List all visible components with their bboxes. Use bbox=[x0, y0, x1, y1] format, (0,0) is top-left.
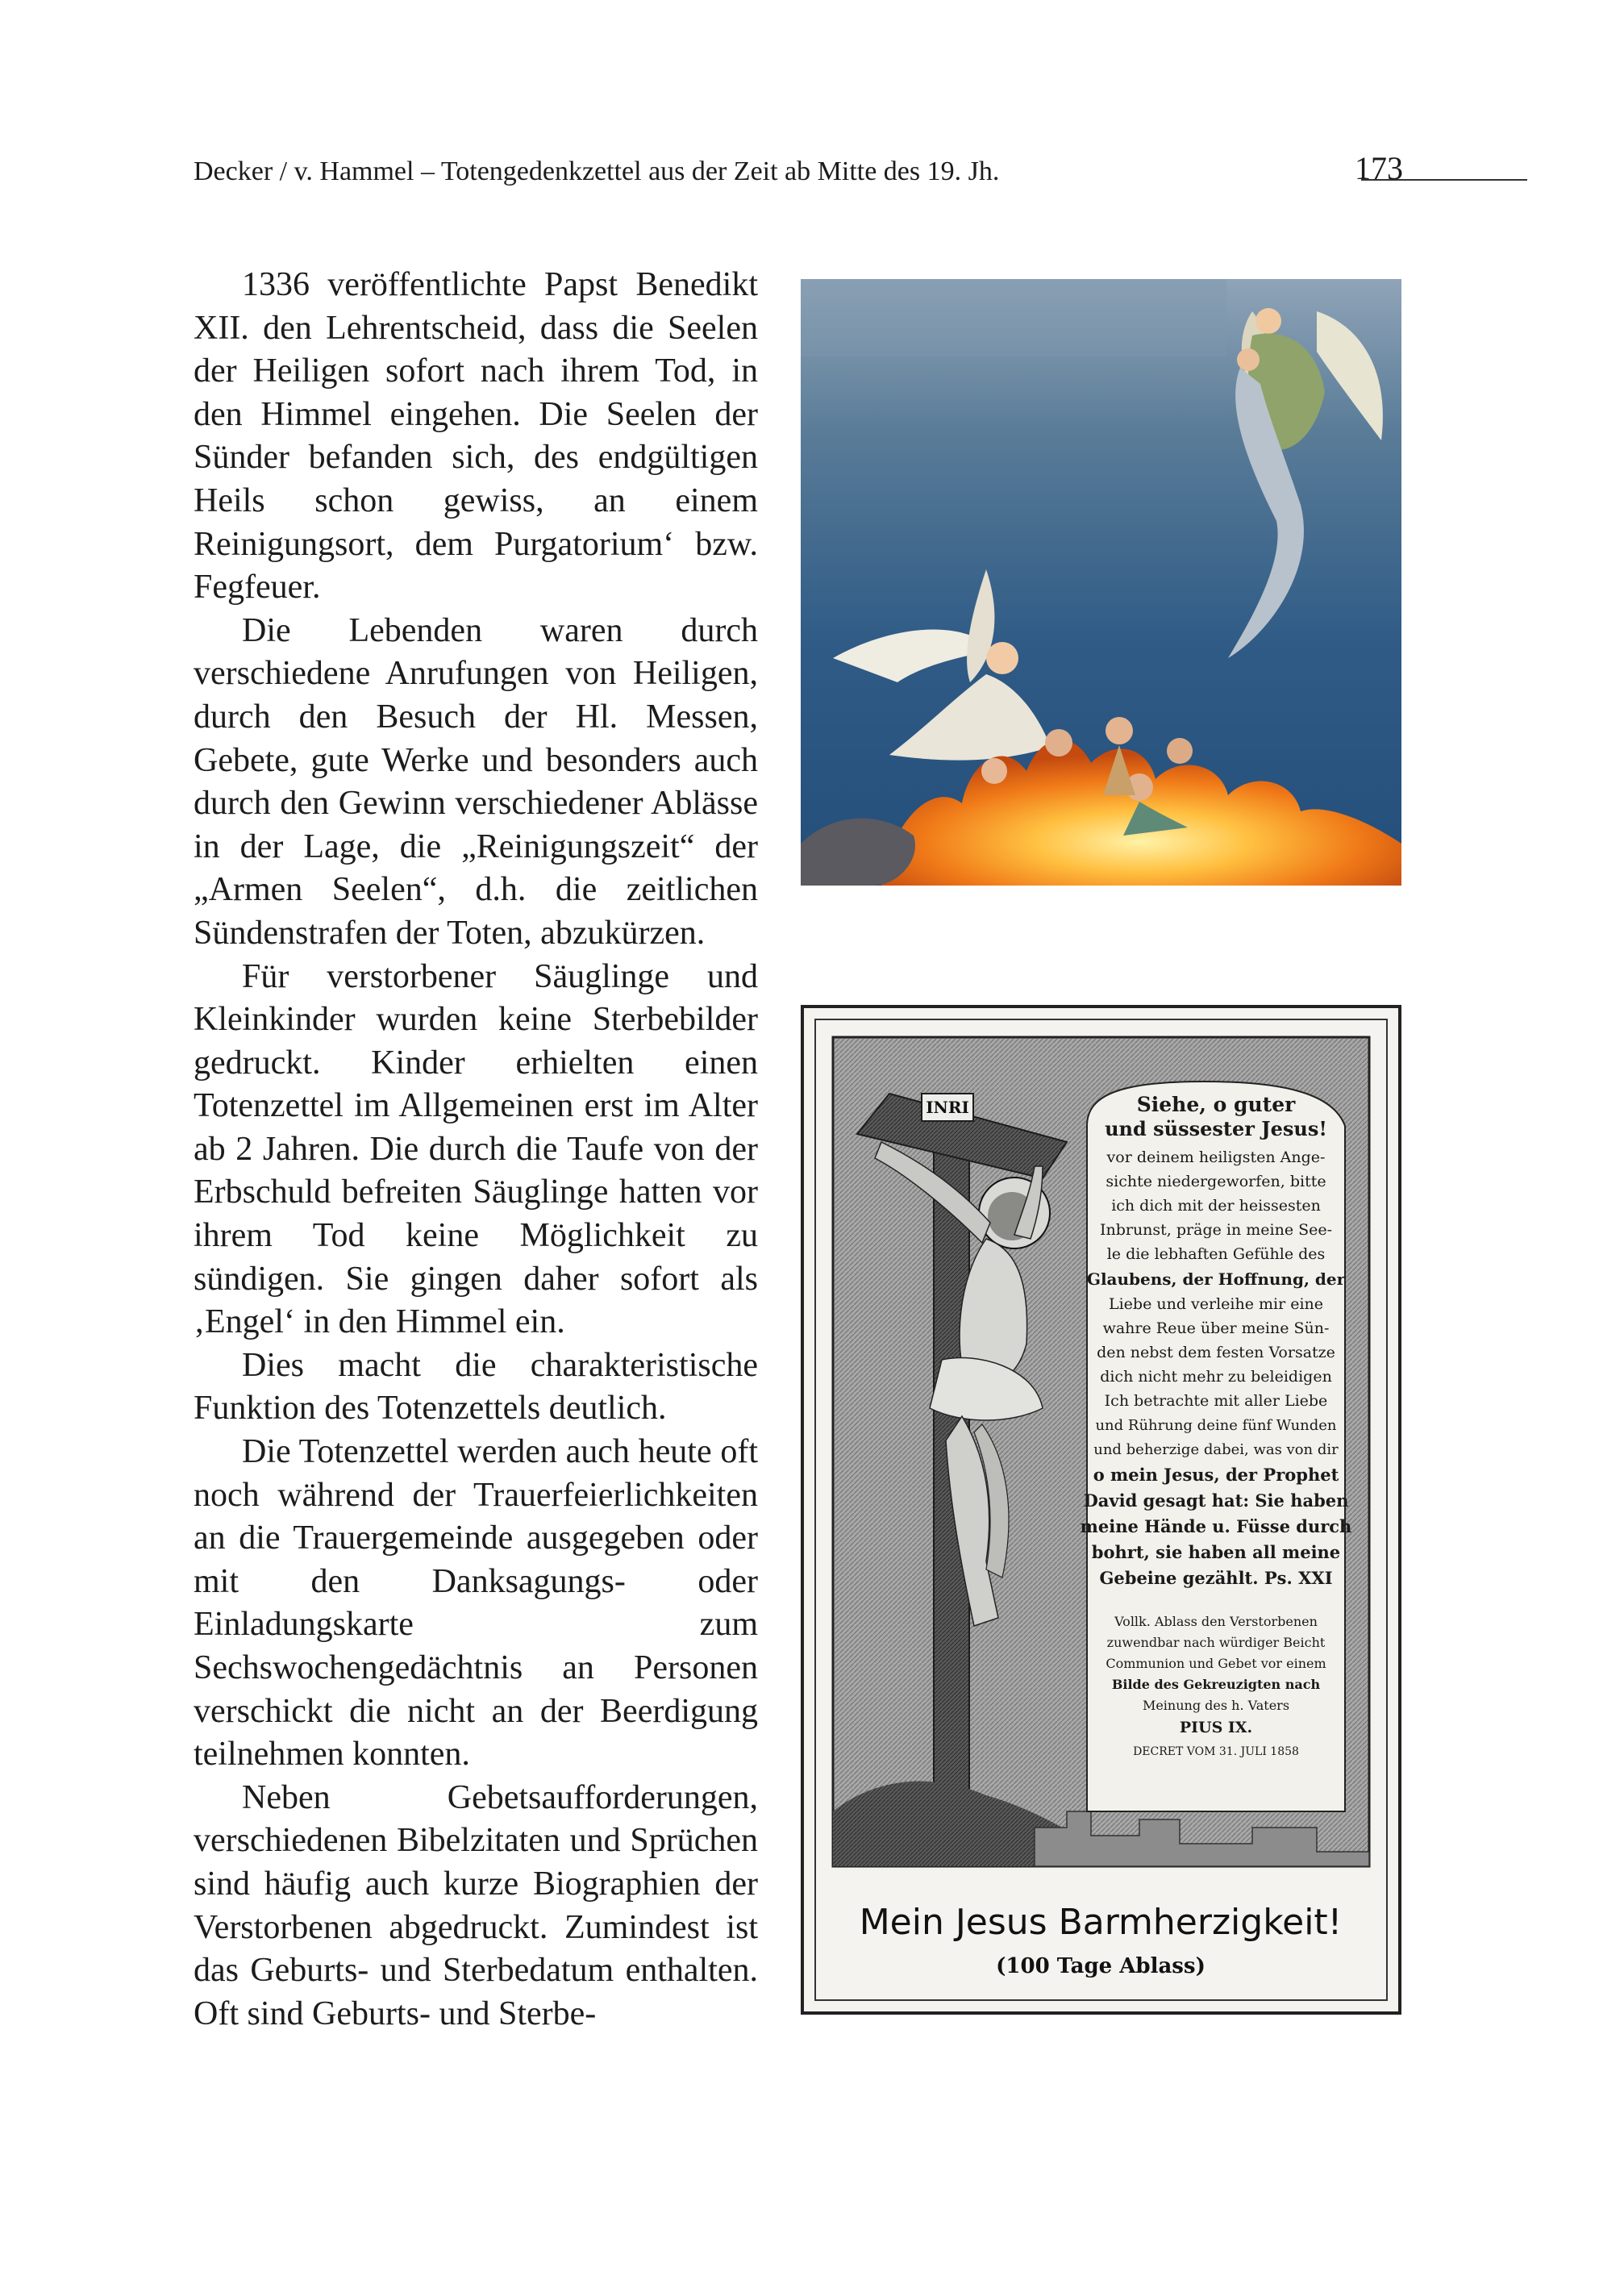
inri-plaque: INRI bbox=[926, 1098, 969, 1117]
prayer-line: Siehe, o guter bbox=[1136, 1093, 1296, 1116]
indulgence-line: DECRET VOM 31. JULI 1858 bbox=[1133, 1745, 1299, 1758]
prayer-line: bohrt, sie haben all meine bbox=[1091, 1542, 1341, 1562]
prayer-line: sichte niedergeworfen, bitte bbox=[1106, 1173, 1326, 1190]
prayer-line: o mein Jesus, der Prophet bbox=[1093, 1465, 1339, 1485]
prayer-line: meine Hände u. Füsse durch bbox=[1080, 1516, 1352, 1536]
paragraph-5: Die Totenzettel werden auch heute oft noch während der Trauerfeierlichkeiten an die Trauergemeinde ausgegeben oder mit den Danksagungs- oder Einladungskarte zum Sechswochengedächtnis an Personen verschickt die nicht an der Beerdigung teilnehmen konnten. bbox=[194, 1433, 758, 1774]
paragraph-2: Die Lebenden waren durch verschiedene Anrufungen von Heiligen, durch den Besuch der Hl. Messen, Gebete, gute Werke und besonders auch durch den Gewinn verschiedener Ablässe in der Lage, die „Reinigungszeit“ der „Armen Seelen“, d.h. die zeitlichen Sündenstrafen der Toten, abzukürzen. bbox=[194, 611, 758, 952]
prayer-line: und süssester Jesus! bbox=[1105, 1117, 1327, 1140]
prayer-line: ich dich mit der heissesten bbox=[1111, 1197, 1321, 1215]
prayer-line: dich nicht mehr zu beleidigen bbox=[1100, 1368, 1332, 1386]
page-number: 173 bbox=[1355, 150, 1403, 186]
prayer-line: und beherzige dabei, was von dir bbox=[1093, 1441, 1339, 1458]
prayer-line: Gebeine gezählt. Ps. XXI bbox=[1099, 1568, 1333, 1588]
indulgence-line: Communion und Gebet vor einem bbox=[1106, 1656, 1326, 1671]
indulgence-line: zuwendbar nach würdiger Beicht bbox=[1106, 1635, 1326, 1650]
prayer-line: und Rührung deine fünf Wunden bbox=[1095, 1417, 1337, 1434]
indulgence-line: Vollk. Ablass den Verstorbenen bbox=[1114, 1614, 1318, 1629]
prayer-line: vor deinem heiligsten Ange- bbox=[1106, 1148, 1326, 1166]
indulgence-line: Bilde des Gekreuzigten nach bbox=[1111, 1677, 1321, 1692]
prayer-line: Ich betrachte mit aller Liebe bbox=[1104, 1392, 1328, 1410]
card-subtitle: (100 Tage Ablass) bbox=[996, 1954, 1206, 1978]
memorial-card-illustration bbox=[801, 1005, 1401, 2015]
prayer-line: le die lebhaften Gefühle des bbox=[1106, 1245, 1326, 1263]
memorial-card-image bbox=[801, 1005, 1401, 2015]
body-text-column bbox=[194, 264, 758, 2036]
paragraph-6: Neben Gebetsaufforderungen, verschiedenen Bibelzitaten und Sprüchen sind häufig auch kurze Biographien der Verstorbenen abgedruckt. Zumindest ist das Geburts- und Sterbedatum enthalten. Oft sind Geburts- und Sterbe- bbox=[194, 1778, 758, 2032]
purgatory-angels-illustration bbox=[801, 279, 1401, 886]
paragraph-4: Dies macht die charakteristische Funktion des Totenzettels deutlich. bbox=[194, 1346, 758, 1428]
indulgence-line: Meinung des h. Vaters bbox=[1142, 1698, 1290, 1713]
prayer-line: den nebst dem festen Vorsatze bbox=[1097, 1344, 1335, 1361]
running-header bbox=[194, 152, 1403, 192]
running-title: Decker / v. Hammel – Totengedenkzettel aus der Zeit ab Mitte des 19. Jh. bbox=[194, 156, 1000, 186]
prayer-line: David gesagt hat: Sie haben bbox=[1083, 1490, 1349, 1511]
purgatory-angels-image bbox=[801, 279, 1401, 886]
indulgence-line: PIUS IX. bbox=[1179, 1719, 1253, 1736]
prayer-line: wahre Reue über meine Sün- bbox=[1102, 1319, 1330, 1337]
prayer-line: Glaubens, der Hoffnung, der bbox=[1086, 1269, 1346, 1289]
paragraph-1: 1336 veröffentlichte Papst Benedikt XII. den Lehrentscheid, dass die Seelen der Heiligen sofort nach ihrem Tod, in den Himmel eingehen. Die Seelen der Sünder befanden sich, des endgültigen Heils schon gewiss, an einem Reinigungsort, dem Purgatorium‘ bzw. Fegfeuer. bbox=[194, 266, 758, 606]
paragraph-3: Für verstorbener Säuglinge und Kleinkinder wurden keine Sterbebilder gedruckt. Kinder erhielten einen Totenzettel im Allgemeinen erst im Alter ab 2 Jahren. Die durch die Taufe von der Erbschuld befreiten Säuglinge hatten vor ihrem Tod keine Möglichkeit zu sündigen. Sie gingen daher sofort als ‚Engel‘ in den Himmel ein. bbox=[194, 957, 758, 1341]
prayer-line: Inbrunst, präge in meine See- bbox=[1099, 1221, 1333, 1239]
card-title: Mein Jesus Barmherzigkeit! bbox=[859, 1902, 1343, 1943]
prayer-line: Liebe und verleihe mir eine bbox=[1108, 1295, 1324, 1313]
